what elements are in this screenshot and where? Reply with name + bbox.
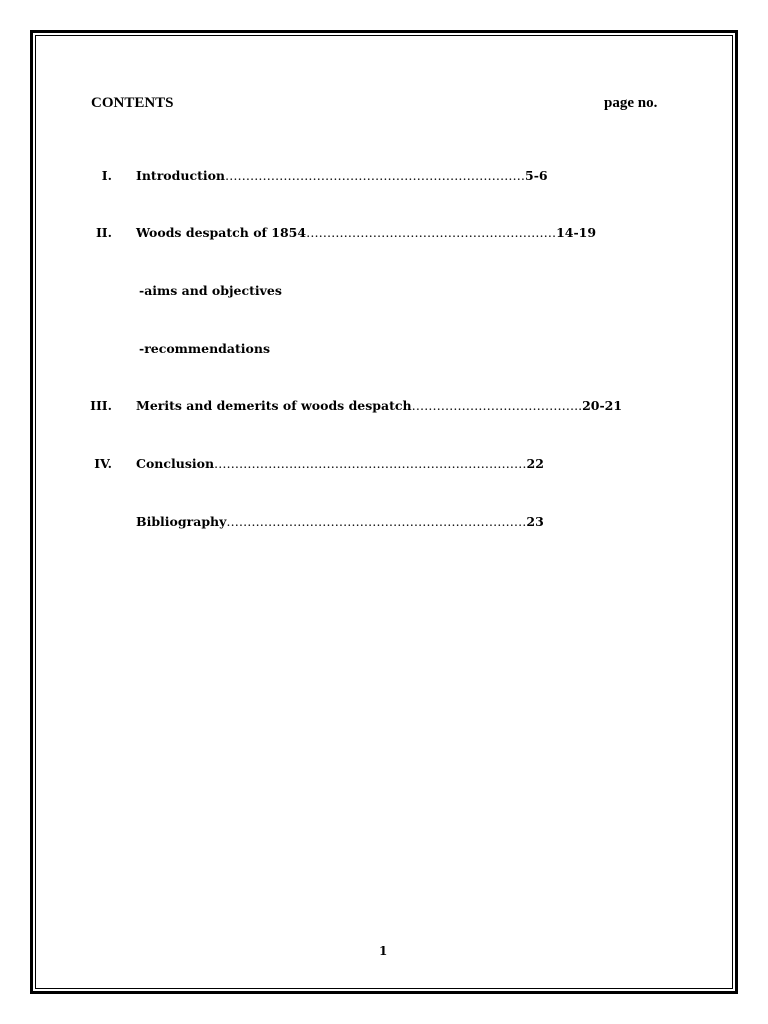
toc-page-range: 20-21 [582,398,623,413]
toc-entry-text [136,168,548,183]
toc-leader-dots: ………………………………………………………………… [214,456,527,471]
toc-title: Bibliography [136,514,227,529]
toc-entry [0,225,768,245]
toc-entry-text [136,398,622,413]
toc-entry-text [136,225,596,240]
toc-title: Merits and demerits of woods despatch [136,398,412,413]
toc-leader-dots: …………………………………………………… [306,225,557,240]
toc-leader-dots: ……………………………………………………………… [226,514,527,529]
toc-subentry: -aims and objectives [139,283,282,298]
toc-entry-text [136,514,544,529]
contents-heading: CONTENTS [91,95,174,111]
toc-entry-bibliography [0,514,768,534]
toc-numeral: III. [90,398,112,413]
toc-numeral: II. [95,225,112,240]
toc-numeral: IV. [94,456,112,471]
toc-entry [0,398,768,418]
toc-numeral: I. [101,168,112,183]
toc-subentry: -recommendations [139,341,270,356]
toc-page-range: 5-6 [525,168,548,183]
page-number: 1 [379,944,388,958]
toc-page-range: 22 [526,456,544,471]
toc-leader-dots: ……………………………………………………………… [225,168,526,183]
page-no-heading: page no. [604,95,658,111]
toc-title: Conclusion [136,456,215,471]
toc-title: Introduction [136,168,226,183]
toc-entry [0,456,768,476]
toc-title: Woods despatch of 1854 [136,225,307,240]
toc-leader-dots: ………………………………….. [411,398,583,413]
toc-page-range: 23 [526,514,544,529]
toc-entry-text [136,456,544,471]
toc-entry [0,168,768,188]
toc-page-range: 14-19 [556,225,597,240]
